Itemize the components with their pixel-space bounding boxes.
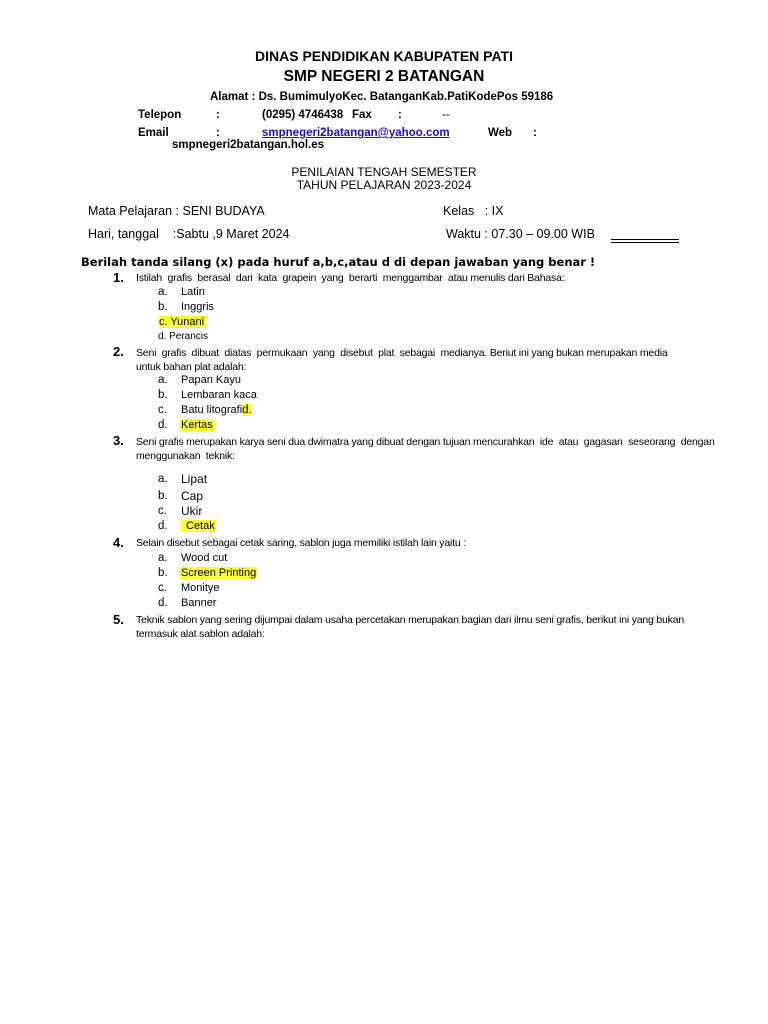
fax-label: Fax [352, 109, 372, 121]
q3-option-d-text: Cetak [181, 520, 216, 532]
question-3-text-line-1: Seni grafis merupakan karya seni dua dwimatra yang dibuat dengan tujuan mencurahkan ide atau gagasan seseorang dengan [136, 436, 715, 448]
question-2-text-line-1: Seni grafis dibuat diatas permukaan yang disebut plat sebagai medianya. Beriut ini yang bukan merupakan media [136, 347, 668, 359]
q2-option-d-letter: d. [158, 419, 168, 431]
agency-name: DINAS PENDIDIKAN KABUPATEN PATI [255, 48, 513, 64]
time-underline-1 [611, 239, 679, 240]
q1-option-b-letter: b. [158, 301, 168, 313]
q1-option-d-letter: d. [158, 331, 167, 342]
q4-option-a-letter: a. [158, 552, 168, 564]
email-link[interactable]: smpnegeri2batangan@yahoo.com [262, 127, 450, 139]
q2-option-a-text: Papan Kayu [181, 374, 241, 386]
question-3-text-line-2: menggunakan teknik: [136, 450, 235, 462]
q3-option-d-letter: d. [158, 520, 168, 532]
q4-option-c-text: Monitye [181, 582, 220, 594]
question-5-number: 5. [113, 612, 124, 627]
q1-option-a-text: Latin [181, 286, 205, 298]
question-1-text: Istilah grafis berasal dari kata grapein yang berarti menggambar atau menulis dari Bahasa: [136, 272, 565, 284]
q3-option-c-text: Ukir [181, 504, 203, 518]
web-value: smpnegeri2batangan.hol.es [172, 139, 325, 151]
q2-option-c-label: Batu litografi [181, 404, 243, 416]
q1-option-a-letter: a. [158, 286, 168, 298]
school-address: Alamat : Ds. BumimulyoKec. BatanganKab.PatiKodePos 59186 [210, 91, 554, 103]
fax-colon: : [398, 109, 402, 121]
q2-option-b-text: Lembaran kaca [181, 389, 257, 401]
school-name: SMP NEGERI 2 BATANGAN [283, 68, 485, 85]
instruction-text: Berilah tanda silang (x) pada huruf a,b,c,atau d di depan jawaban yang benar ! [81, 255, 596, 269]
q2-option-d-text: Kertas [181, 419, 213, 431]
q4-option-b-text: Screen Printing [181, 567, 257, 579]
q2-option-c-text [181, 404, 252, 416]
question-5-text-line-2: termasuk alat sablon adalah: [136, 628, 265, 640]
question-1-number: 1. [113, 270, 124, 285]
email-colon: : [216, 127, 220, 139]
q4-option-d-text: Banner [181, 597, 217, 609]
date-field: Hari, tanggal :Sabtu ,9 Maret 2024 [88, 227, 290, 241]
q3-option-a-text: Lipat [181, 472, 208, 486]
q1-option-c-letter: c. [159, 316, 168, 328]
fax-value: -- [442, 109, 450, 121]
q3-option-a-letter: a. [158, 473, 168, 485]
q1-option-c-text: Yunani [170, 316, 205, 328]
time-underline-2 [611, 242, 679, 243]
q1-option-c-highlight [159, 316, 206, 328]
web-colon: : [533, 127, 537, 139]
q3-option-c-letter: c. [158, 505, 167, 517]
q2-option-b-letter: b. [158, 389, 168, 401]
question-3-number: 3. [113, 433, 124, 448]
exam-title: PENILAIAN TENGAH SEMESTER [291, 165, 477, 179]
question-4-text: Selain disebut sebagai cetak saring, sablon juga memiliki istilah lain yaitu : [136, 537, 466, 549]
question-5-text-line-1: Teknik sablon yang sering dijumpai dalam usaha percetakan merupakan bagian dari ilmu seni grafis, berikut ini yang bukan [136, 614, 684, 626]
q2-option-a-letter: a. [158, 374, 168, 386]
q4-option-c-letter: c. [158, 582, 167, 594]
q1-option-d [158, 331, 208, 342]
time-field: Waktu : 07.30 – 09.00 WIB [446, 227, 595, 241]
question-4-number: 4. [113, 535, 124, 550]
q3-option-b-text: Cap [181, 489, 204, 503]
q2-option-c-trailing: d. [242, 404, 252, 416]
subject-field: Mata Pelajaran : SENI BUDAYA [88, 204, 265, 218]
q4-option-b-letter: b. [158, 567, 168, 579]
q3-option-b-letter: b. [158, 490, 168, 502]
web-label: Web [488, 127, 513, 139]
telepon-colon: : [216, 109, 220, 121]
exam-year: TAHUN PELAJARAN 2023-2024 [296, 178, 472, 192]
q4-option-d-letter: d. [158, 597, 168, 609]
class-field: Kelas : IX [443, 204, 504, 218]
q1-option-d-text: Perancis [169, 331, 209, 342]
email-label: Email [138, 127, 169, 139]
q1-option-b-text: Inggris [181, 301, 215, 313]
q2-option-c-letter: c. [158, 404, 167, 416]
telepon-label: Telepon [138, 109, 182, 121]
question-2-text-line-2: untuk bahan plat adalah: [136, 361, 247, 373]
telepon-value: (0295) 4746438 [262, 109, 344, 121]
q4-option-a-text: Wood cut [181, 552, 228, 564]
question-2-number: 2. [113, 344, 124, 359]
